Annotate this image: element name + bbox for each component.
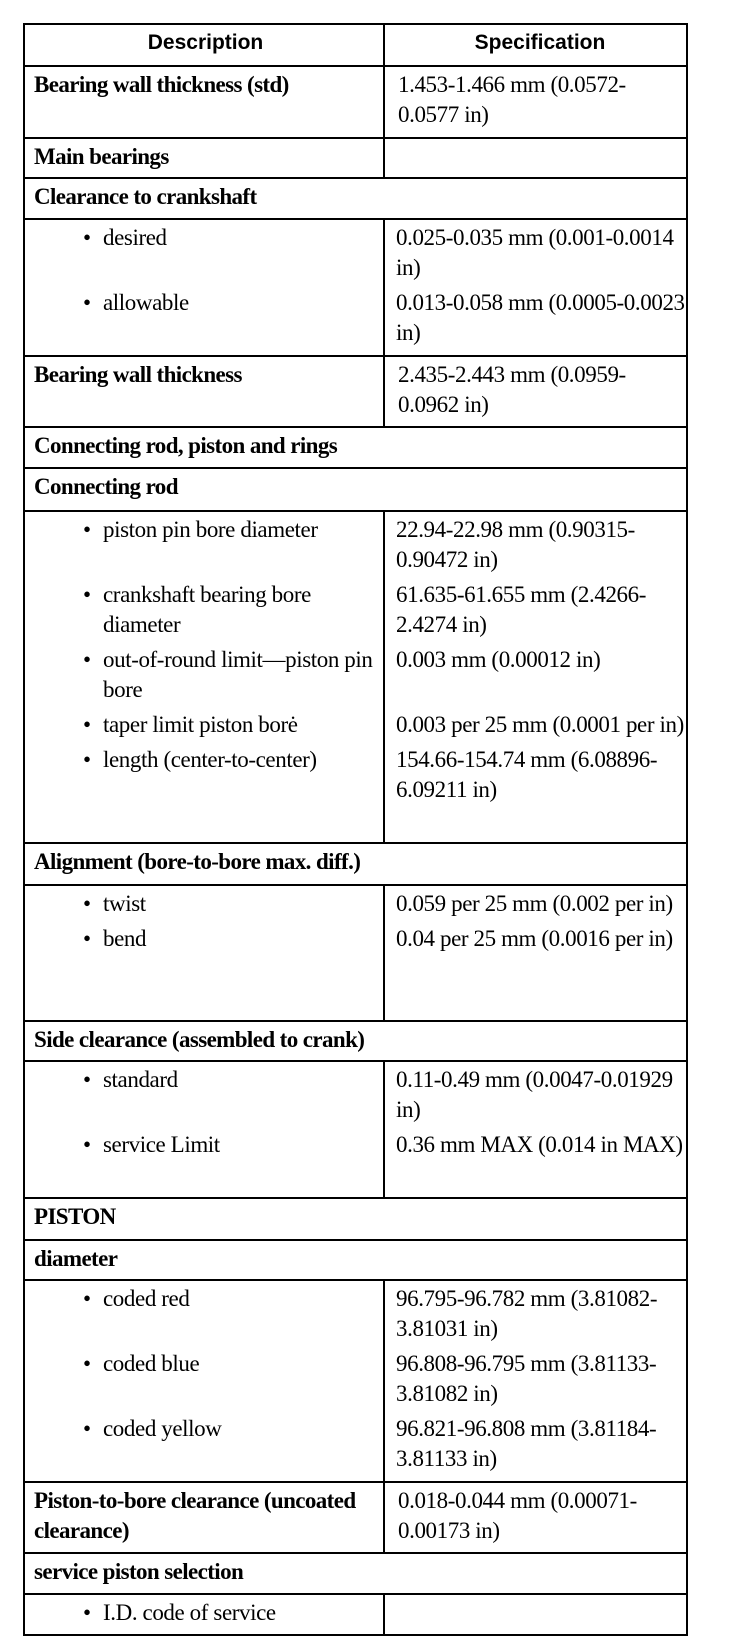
bullet-icon: • (83, 517, 91, 542)
specification-cell (383, 139, 686, 177)
column-header-specification: Specification (383, 25, 686, 65)
sub-item-description (25, 288, 383, 348)
sub-item-group (25, 1279, 686, 1481)
sub-item-description (25, 1284, 383, 1344)
description-cell: Main bearings (34, 144, 169, 169)
sub-item-description (25, 645, 383, 705)
list-item (25, 1130, 686, 1160)
list-item (25, 924, 686, 954)
sub-item-label: service Limit (103, 1132, 220, 1157)
sub-item-label: crankshaft bearing bore diameter (103, 582, 311, 637)
bullet-icon: • (83, 290, 91, 315)
sub-item-specification (383, 1598, 686, 1628)
sub-item-description (25, 889, 383, 919)
section-header-row (25, 177, 686, 218)
spec-row (25, 1481, 686, 1552)
bullet-icon: • (83, 647, 91, 672)
section-title: Clearance to crankshaft (34, 184, 257, 209)
sub-item-description (25, 924, 383, 954)
section-title: Side clearance (assembled to crank) (34, 1027, 365, 1052)
specification-cell: 2.435-2.443 mm (0.0959-0.0962 in) (383, 357, 686, 426)
section-title: Connecting rod, piston and rings (34, 433, 338, 458)
sub-item-specification: 96.821-96.808 mm (3.81184-3.81133 in) (396, 1416, 657, 1471)
sub-item-group (25, 1593, 686, 1634)
bullet-icon: • (83, 1132, 91, 1157)
column-divider (383, 1595, 385, 1634)
bullet-icon: • (83, 1067, 91, 1092)
sub-item-specification: 0.003 mm (0.00012 in) (396, 647, 601, 672)
sub-item-specification: 0.013-0.058 mm (0.0005-0.0023 in) (396, 290, 685, 345)
bullet-icon: • (83, 891, 91, 916)
section-header-row (25, 1197, 686, 1239)
sub-item-list (25, 1281, 686, 1481)
column-divider (383, 886, 385, 1020)
sub-item-label: bend (103, 926, 147, 951)
sub-item-specification: 96.808-96.795 mm (3.81133-3.81082 in) (396, 1351, 657, 1406)
table-header-row (25, 25, 686, 65)
sub-item-description (25, 745, 383, 805)
sub-item-description (25, 1414, 383, 1474)
bullet-icon: • (83, 712, 91, 737)
sub-item-specification: 154.66-154.74 mm (6.08896-6.09211 in) (396, 747, 658, 802)
sub-item-description (25, 1349, 383, 1409)
section-header-row (25, 1020, 686, 1060)
sub-item-description (25, 1598, 383, 1628)
list-item (25, 288, 686, 348)
column-divider (383, 1281, 385, 1481)
sub-item-label: length (center-to-center) (103, 747, 317, 772)
sub-item-label: standard (103, 1067, 178, 1092)
sub-item-specification: 96.795-96.782 mm (3.81082-3.81031 in) (396, 1286, 658, 1341)
spec-row (25, 137, 686, 177)
sub-item-description (25, 223, 383, 283)
sub-item-label: coded blue (103, 1351, 200, 1376)
sub-item-label: twist (103, 891, 146, 916)
bullet-icon: • (83, 1286, 91, 1311)
spec-row (25, 355, 686, 426)
list-item (25, 745, 686, 805)
list-item (25, 223, 686, 283)
sub-item-group (25, 218, 686, 355)
list-item (25, 645, 686, 705)
sub-item-specification: 0.025-0.035 mm (0.001-0.0014 in) (396, 225, 674, 280)
list-item (25, 1284, 686, 1344)
sub-item-label: piston pin bore diameter (103, 517, 318, 542)
sub-item-list (25, 886, 686, 1020)
bullet-icon: • (83, 926, 91, 951)
column-divider (383, 1062, 385, 1197)
sub-item-label: out-of-round limit—piston pin bore (103, 647, 373, 702)
bullet-icon: • (83, 582, 91, 607)
sub-item-group (25, 884, 686, 1020)
spec-row (25, 65, 686, 137)
bullet-icon: • (83, 1600, 91, 1625)
section-title: diameter (34, 1246, 118, 1271)
list-item (25, 710, 686, 740)
sub-item-specification: 0.059 per 25 mm (0.002 per in) (396, 891, 673, 916)
sub-item-list (25, 1595, 686, 1634)
column-divider (383, 220, 385, 355)
sub-item-label: coded yellow (103, 1416, 222, 1441)
sub-item-specification: 61.635-61.655 mm (2.4266-2.4274 in) (396, 582, 647, 637)
bullet-icon: • (83, 225, 91, 250)
section-header-row (25, 1552, 686, 1593)
sub-item-list (25, 512, 686, 842)
section-header-row (25, 842, 686, 884)
sub-item-list (25, 1062, 686, 1197)
sub-item-description (25, 1065, 383, 1125)
section-title: PISTON (34, 1204, 116, 1229)
sub-item-label: coded red (103, 1286, 190, 1311)
sub-item-label: allowable (103, 290, 189, 315)
bullet-icon: • (83, 747, 91, 772)
description-cell: Piston-to-bore clearance (uncoated clearance) (34, 1488, 356, 1543)
list-item (25, 1065, 686, 1125)
section-title: Connecting rod (34, 474, 178, 499)
sub-item-list (25, 220, 686, 355)
sub-item-specification: 22.94-22.98 mm (0.90315-0.90472 in) (396, 517, 635, 572)
bullet-icon: • (83, 1351, 91, 1376)
bullet-icon: • (83, 1416, 91, 1441)
section-header-row (25, 1239, 686, 1279)
sub-item-specification: 0.04 per 25 mm (0.0016 per in) (396, 926, 673, 951)
section-title: service piston selection (34, 1559, 244, 1584)
sub-item-label: desired (103, 225, 167, 250)
list-item (25, 1349, 686, 1409)
description-cell: Bearing wall thickness (std) (34, 72, 289, 97)
sub-item-description (25, 580, 383, 640)
section-header-row (25, 467, 686, 510)
specifications-table (23, 23, 688, 1636)
sub-item-group (25, 1060, 686, 1197)
sub-item-description (25, 710, 383, 740)
sub-item-label: taper limit piston borė (103, 712, 298, 737)
sub-item-specification: 0.11-0.49 mm (0.0047-0.01929 in) (396, 1067, 673, 1122)
list-item (25, 1414, 686, 1474)
sub-item-description (25, 515, 383, 575)
column-header-description: Description (147, 31, 264, 54)
sub-item-label: I.D. code of service (103, 1600, 276, 1625)
sub-item-description (25, 1130, 383, 1160)
list-item (25, 889, 686, 919)
section-header-row (25, 426, 686, 467)
description-cell: Bearing wall thickness (34, 362, 242, 387)
specification-cell: 1.453-1.466 mm (0.0572-0.0577 in) (383, 67, 686, 137)
list-item (25, 580, 686, 640)
sub-item-specification: 0.36 mm MAX (0.014 in MAX) (396, 1132, 683, 1157)
sub-item-group (25, 510, 686, 842)
section-title: Alignment (bore-to-bore max. diff.) (34, 849, 361, 874)
specification-cell: 0.018-0.044 mm (0.00071-0.00173 in) (383, 1483, 686, 1552)
sub-item-specification: 0.003 per 25 mm (0.0001 per in) (396, 712, 684, 737)
list-item (25, 1598, 686, 1628)
column-divider (383, 512, 385, 842)
list-item (25, 515, 686, 575)
